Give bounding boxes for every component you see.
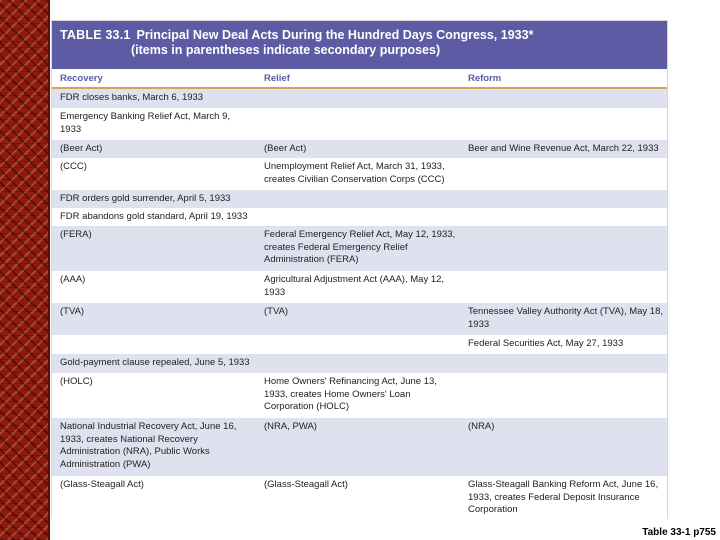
cell-relief: (TVA)	[264, 306, 289, 317]
cell-reform	[460, 271, 667, 303]
table-row	[52, 140, 667, 158]
table-row	[52, 303, 667, 335]
cell-recovery: (TVA)	[60, 306, 85, 317]
cell-relief: (Beer Act)	[264, 143, 307, 154]
table-body	[52, 89, 667, 522]
table-row	[52, 476, 667, 522]
cell-reform	[460, 89, 667, 108]
table-row	[52, 373, 667, 418]
table-header	[52, 21, 667, 69]
cell-recovery: (AAA)	[60, 274, 86, 285]
slide-caption: Table 33-1 p755	[642, 527, 716, 538]
cell-recovery: Emergency Banking Relief Act, March 9, 1933	[60, 111, 231, 135]
table-number: TABLE 33.1	[60, 28, 131, 42]
cell-reform	[460, 158, 667, 190]
cell-reform	[460, 373, 667, 418]
cell-recovery: (Beer Act)	[60, 143, 103, 154]
cell-relief: Agricultural Adjustment Act (AAA), May 12, 1933	[264, 274, 445, 298]
cell-recovery: (FERA)	[60, 229, 92, 240]
cell-reform	[460, 108, 667, 140]
decorative-side-border	[0, 0, 50, 540]
table-row	[52, 418, 667, 476]
cell-recovery: Gold-payment clause repealed, June 5, 1933	[60, 357, 250, 368]
cell-relief	[256, 335, 460, 354]
cell-reform	[460, 226, 667, 271]
cell-recovery: FDR closes banks, March 6, 1933	[60, 92, 204, 103]
cell-relief: Home Owners' Refinancing Act, June 13, 1933, creates Home Owners' Loan Corporation (HOLC)	[264, 376, 437, 412]
cell-relief: Federal Emergency Relief Act, May 12, 1933, creates Federal Emergency Relief Administration (FERA)	[264, 229, 456, 265]
column-header-relief: Relief	[264, 72, 290, 84]
cell-reform: Federal Securities Act, May 27, 1933	[468, 338, 624, 349]
table-row	[52, 354, 667, 373]
column-header-recovery: Recovery	[60, 72, 103, 84]
cell-recovery: FDR orders gold surrender, April 5, 1933	[60, 193, 231, 204]
cell-recovery: FDR abandons gold standard, April 19, 1933	[60, 211, 248, 222]
cell-relief: (NRA, PWA)	[264, 421, 317, 432]
table-subtitle: (items in parentheses indicate secondary purposes)	[131, 43, 441, 57]
cell-recovery: (CCC)	[60, 161, 87, 172]
cell-recovery: (Glass-Steagall Act)	[60, 479, 144, 490]
cell-relief	[256, 108, 460, 140]
cell-reform	[460, 208, 667, 226]
cell-reform: Beer and Wine Revenue Act, March 22, 1933	[468, 143, 659, 154]
table-row	[52, 158, 667, 190]
table-row	[52, 108, 667, 140]
table-row	[52, 271, 667, 303]
cell-reform: Glass-Steagall Banking Reform Act, June 16, 1933, creates Federal Deposit Insurance Corporation	[468, 479, 659, 515]
cell-relief: (Glass-Steagall Act)	[264, 479, 348, 490]
column-headers	[52, 69, 667, 89]
cell-reform	[460, 354, 667, 373]
cell-relief	[256, 89, 460, 108]
table-row	[52, 335, 667, 354]
table-row	[52, 208, 667, 226]
table-row	[52, 89, 667, 108]
cell-relief: Unemployment Relief Act, March 31, 1933, creates Civilian Conservation Corps (CCC)	[264, 161, 445, 185]
cell-recovery: (HOLC)	[60, 376, 93, 387]
table-row	[52, 226, 667, 271]
cell-relief	[256, 354, 460, 373]
table-title: Principal New Deal Acts During the Hundred Days Congress, 1933*	[136, 28, 534, 42]
cell-recovery: National Industrial Recovery Act, June 16, 1933, creates National Recovery Administration (NRA), Public Works Administration (PWA)	[60, 421, 237, 470]
cell-relief	[256, 190, 460, 208]
cell-relief	[256, 208, 460, 226]
cell-reform: Tennessee Valley Authority Act (TVA), May 18, 1933	[468, 306, 664, 330]
cell-recovery	[52, 335, 256, 354]
cell-reform	[460, 190, 667, 208]
table-row	[52, 190, 667, 208]
cell-reform: (NRA)	[468, 421, 495, 432]
table-document	[52, 21, 667, 518]
column-header-reform: Reform	[468, 72, 502, 84]
